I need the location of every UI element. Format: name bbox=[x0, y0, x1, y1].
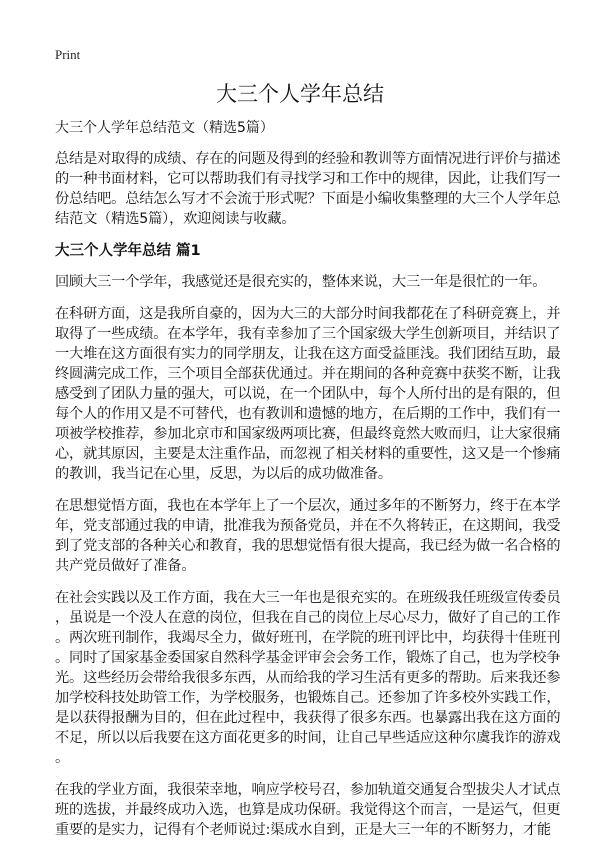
text-line: 取得了一些成绩。在本学年，我有幸参加了三个国家级大学生创新项目，并结识了 bbox=[55, 326, 561, 342]
text-line: 心，就其原因，主要是太注重作品，而忽视了相关材料的重要性，这又是一个惨痛 bbox=[55, 446, 561, 462]
text-line: 。 bbox=[55, 750, 70, 766]
document-title: 大三个人学年总结 bbox=[216, 82, 384, 106]
intro-paragraph bbox=[55, 149, 561, 229]
text-line: 光。这些经历会带给我很多东西，从而给我的学习生活有更多的帮助。后来我还参 bbox=[55, 670, 561, 686]
text-line: 在我的学业方面，我很荣幸地，响应学校号召，参加轨道交通复合型拔尖人才试点 bbox=[55, 782, 561, 798]
document-body bbox=[55, 118, 561, 852]
text-line: 每个人的作用又是不可替代，也有教训和遗憾的地方，在后期的工作中，我们有一 bbox=[55, 406, 561, 422]
section-heading: 大三个人学年总结 篇1 bbox=[55, 243, 201, 259]
text-line: 班的选拔，并最终成功入选，也算是成功保研。我觉得这个而言，一是运气，但更 bbox=[55, 802, 561, 818]
section-paragraphs bbox=[55, 272, 561, 840]
document-subtitle: 大三个人学年总结范文（精选5篇） bbox=[55, 120, 274, 136]
text-line: 共产党员做好了准备。 bbox=[55, 558, 196, 574]
text-line: 回顾大三一个学年，我感觉还是很充实的，整体来说，大三一年是很忙的一年。 bbox=[55, 274, 547, 290]
text-line: 的教训，我当记在心里，反思，为以后的成功做准备。 bbox=[55, 466, 392, 482]
print-link[interactable]: Print bbox=[55, 47, 81, 62]
text-line: 到了党支部的各种关心和教育，我的思想觉悟有很大提高，我已经为做一名合格的 bbox=[55, 538, 561, 554]
text-line: 的一种书面材料，它可以帮助我们有寻找学习和工作中的规律，因此，让我们写一 bbox=[55, 171, 561, 187]
text-line: 感受到了团队力量的强大，可以说，在一个团队中，每个人所付出的是有限的，但 bbox=[55, 386, 561, 402]
text-line: 在科研方面，这是我所自豪的，因为大三的大部分时间我都花在了科研竞赛上，并 bbox=[55, 306, 561, 322]
text-line: 是以获得报酬为目的，但在此过程中，我获得了很多东西。也暴露出我在这方面的 bbox=[55, 710, 561, 726]
text-line: 。两次班刊制作，我竭尽全力，做好班刊，在学院的班刊评比中，均获得十佳班刊 bbox=[55, 630, 561, 646]
text-line: 重要的是实力，记得有个老师说过:渠成水自到，正是大三一年的不断努力，才能 bbox=[55, 822, 551, 838]
text-line: 一大堆在这方面很有实力的同学朋友，让我在这方面受益匪浅。我们团结互助，最 bbox=[55, 346, 561, 362]
body-paragraph bbox=[55, 272, 555, 292]
text-line: 加学校科技处助管工作，为学校服务，也锻炼自己。还参加了许多校外实践工作， bbox=[55, 690, 561, 706]
body-paragraph bbox=[55, 588, 561, 768]
body-paragraph bbox=[55, 304, 561, 484]
text-line: 在思想觉悟方面，我也在本学年上了一个层次，通过多年的不断努力，终于在本学 bbox=[55, 498, 561, 514]
text-line: ，虽说是一个没人在意的岗位，但我在自己的岗位上尽心尽力，做好了自己的工作 bbox=[55, 610, 561, 626]
text-line: 。同时了国家基金委国家自然科学基金评审会会务工作，锻炼了自己，也为学校争 bbox=[55, 650, 561, 666]
text-line: 终圆满完成工作，三个项目全部获优通过。并在期间的各种竞赛中获奖不断，让我 bbox=[55, 366, 561, 382]
body-paragraph bbox=[55, 496, 561, 576]
text-line: 项被学校推荐，参加北京市和国家级两项比赛，但最终竟然大败而归，让大家很痛 bbox=[55, 426, 561, 442]
text-line: 总结是对取得的成绩、存在的问题及得到的经验和教训等方面情况进行评价与描述 bbox=[55, 151, 561, 167]
text-line: 在社会实践以及工作方面，我在大三一年也是很充实的。在班级我任班级宣传委员 bbox=[55, 590, 561, 606]
text-line: 份总结吧。总结怎么写才不会流于形式呢？下面是小编收集整理的大三个人学年总 bbox=[55, 191, 561, 207]
text-line: 不足，所以以后我要在这方面花更多的时间，让自己早些适应这种尔虞我诈的游戏 bbox=[55, 730, 561, 746]
text-line: 结范文（精选5篇），欢迎阅读与收藏。 bbox=[55, 211, 296, 227]
text-line: 年，党支部通过我的申请，批准我为预备党员，并在不久将转正，在这期间，我受 bbox=[55, 518, 561, 534]
body-paragraph bbox=[55, 780, 561, 840]
